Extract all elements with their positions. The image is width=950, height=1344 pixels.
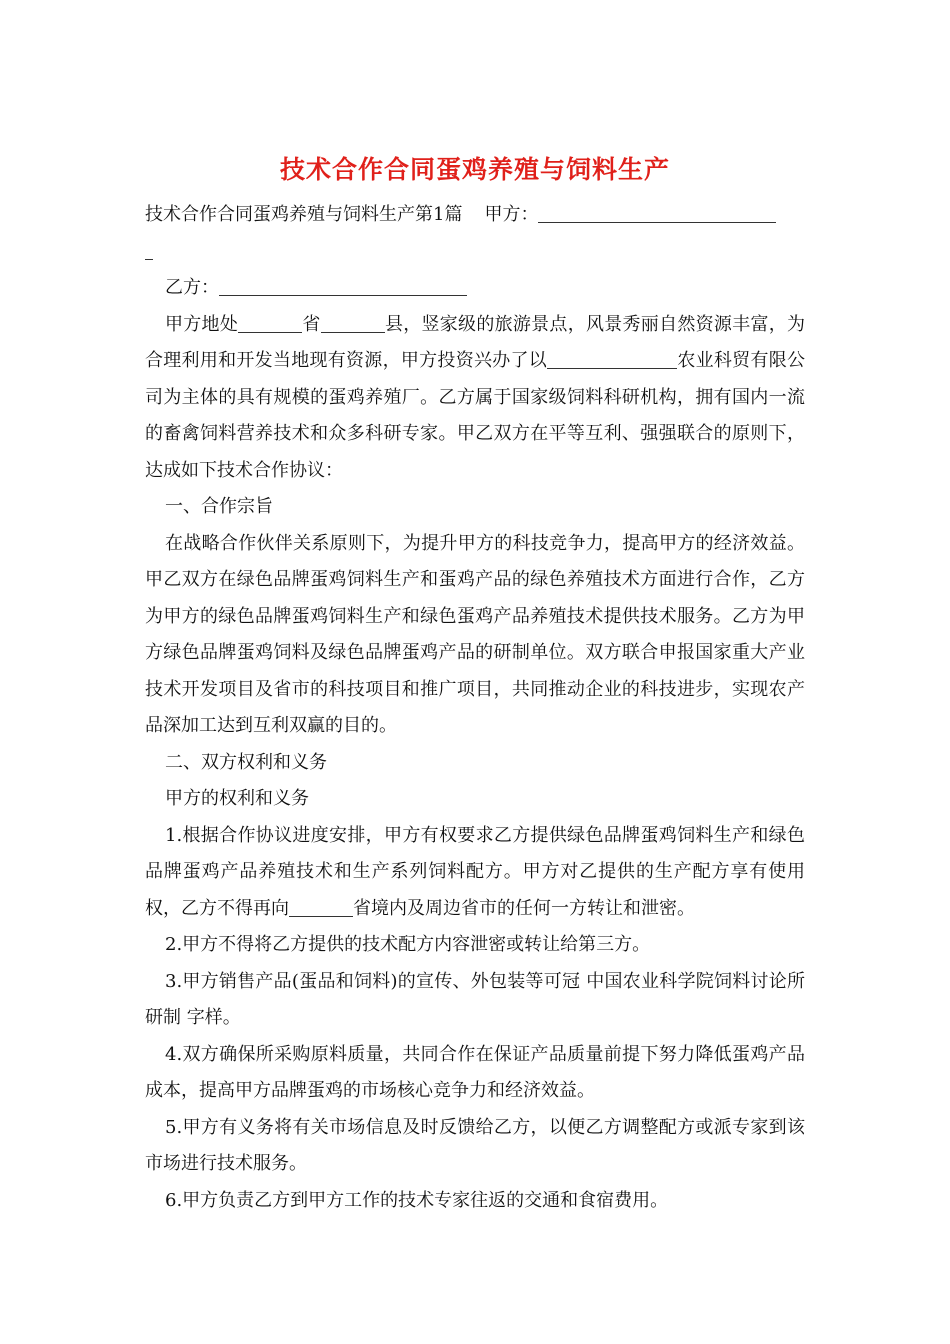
document-body — [145, 197, 805, 1219]
party-a-label: 甲方： — [484, 204, 539, 225]
clause-2: 2.甲方不得将乙方提供的技术配方内容泄密或转让给第三方。 — [165, 934, 651, 955]
clause-1-part-b: 省境内及周边省市的任何一方转让和泄密。 — [353, 897, 695, 919]
clause-1-part-a: 1.根据合作协议进度安排，甲方有权要求乙方提供绿色品牌蛋鸡饲料生产和绿色品牌蛋鸡产品养殖技术和生产系列饲料配方。甲方对乙提供的生产配方享有使用权，乙方不得再向 — [145, 824, 805, 919]
section-heading-2: 二、双方权利和义务 — [165, 751, 327, 773]
p1-part-d: 农业科贸有限公司为主体的具有规模的蛋鸡养殖厂。乙方属于国家级饲料科研机构，拥有国内一流的畜禽饲料营养技术和众多科研专家。甲乙双方在平等互利、强强联合的原则下，达成如下技术合作协议： — [145, 350, 806, 481]
party-b-blank — [219, 277, 467, 296]
party-b-line — [145, 270, 805, 307]
company-blank — [547, 350, 677, 369]
county-blank — [321, 314, 385, 333]
province-blank-2 — [289, 898, 353, 917]
clause-4: 4.双方确保所采购原料质量，共同合作在保证产品质量前提下努力降低蛋鸡产品成本，提高甲方品牌蛋鸡的市场核心竞争力和经济效益。 — [145, 1043, 805, 1101]
intro-line-continuation — [145, 234, 805, 271]
document-title: 技术合作合同蛋鸡养殖与饲料生产 — [279, 155, 670, 184]
clause-6: 6.甲方负责乙方到甲方工作的技术专家往返的交通和食宿费用。 — [165, 1189, 669, 1211]
p1-part-a: 甲方地处 — [165, 313, 239, 335]
paragraph-background — [145, 307, 805, 490]
party-a-blank-tail — [145, 241, 153, 260]
p1-part-c: 县，竖家级的旅游景点，风景秀丽自然资源丰富，为合理利用和开发当地现有资源，甲方投资兴办了以 — [145, 313, 806, 371]
p1-part-b: 省 — [302, 313, 321, 335]
clause-3: 3.甲方销售产品(蛋品和饲料)的宣传、外包装等可冠 中国农业科学院饲料讨论所研制 字样。 — [145, 970, 805, 1028]
party-a-blank — [538, 204, 776, 223]
party-b-label: 乙方： — [165, 277, 219, 298]
subheading-party-a: 甲方的权利和义务 — [165, 788, 309, 809]
paragraph-purpose: 在战略合作伙伴关系原则下，为提升甲方的科技竞争力，提高甲方的经济效益。甲乙双方在绿色品牌蛋鸡饲料生产和蛋鸡产品的绿色养殖技术方面进行合作，乙方为甲方的绿色品牌蛋鸡饲料生产和绿色蛋鸡产品养殖技术提供技术服务。乙方为甲方绿色品牌蛋鸡饲料及绿色品牌蛋鸡产品的研制单位。双方联合申报国家重大产业技术开发项目及省市的科技项目和推广项目，共同推动企业的科技进步，实现农产品深加工达到互利双赢的目的。 — [145, 532, 805, 736]
intro-line — [145, 197, 805, 234]
province-blank — [238, 314, 302, 333]
clause-1 — [145, 818, 805, 928]
subtitle-text: 技术合作合同蛋鸡养殖与饲料生产第1篇 — [145, 204, 463, 225]
section-heading-1: 一、合作宗旨 — [165, 496, 273, 517]
clause-5: 5.甲方有义务将有关市场信息及时反馈给乙方，以便乙方调整配方或派专家到该市场进行技术服务。 — [145, 1116, 805, 1174]
